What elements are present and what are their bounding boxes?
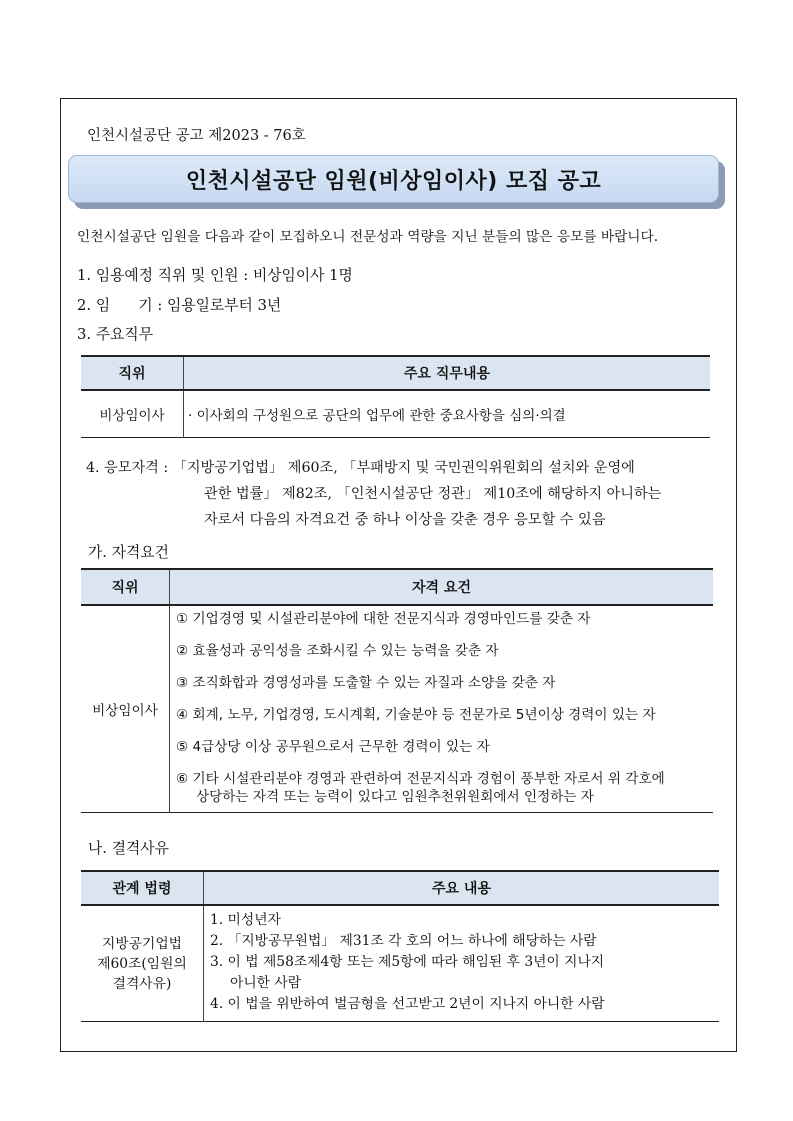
qual-item-2: ② 효율성과 공익성을 조화시킬 수 있는 능력을 갖춘 자 <box>176 643 499 659</box>
eligibility-line-1: 4. 응모자격 : 「지방공기업법」 제60조, 「부패방지 및 국민권익위원회의 설치와 운영에 <box>86 460 635 476</box>
disqualifications-table <box>81 870 719 1022</box>
duties-table <box>81 355 710 438</box>
disq-reason-3-line-2: 아니한 사람 <box>230 975 302 991</box>
notice-number: 인천시설공단 공고 제2023 - 76호 <box>87 128 306 144</box>
qual-position: 비상임이사 <box>81 605 170 813</box>
page-title: 인천시설공단 임원(비상임이사) 모집 공고 <box>185 168 602 194</box>
duties-col-position: 직위 <box>81 356 184 390</box>
section-3: 3. 주요직무 <box>77 326 153 343</box>
section-1: 1. 임용예정 직위 및 인원 : 비상임이사 1명 <box>77 267 353 284</box>
disq-reason-1: 1. 미성년자 <box>210 912 281 928</box>
section-2: 2. 임 기 : 임용일로부터 3년 <box>77 297 282 314</box>
disq-law <box>81 905 204 1022</box>
disq-reason-4: 4. 이 법을 위반하여 벌금형을 선고받고 2년이 지나지 아니한 사람 <box>210 996 605 1012</box>
qual-list <box>170 605 714 813</box>
qualifications-table <box>81 568 713 813</box>
duties-text: · 이사회의 구성원으로 공단의 업무에 관한 중요사항을 심의·의결 <box>188 408 566 424</box>
qual-item-6-line-1: ⑥ 기타 시설관리분야 경영과 관련하여 전문지식과 경험이 풍부한 자로서 위 각호에 <box>176 771 665 787</box>
qual-item-1: ① 기업경영 및 시설관리분야에 대한 전문지식과 경영마인드를 갖춘 자 <box>176 611 591 627</box>
qual-item-5: ⑤ 4급상당 이상 공무원으로서 근무한 경력이 있는 자 <box>176 739 490 755</box>
disq-law-line-1: 지방공기업법 <box>102 935 182 952</box>
qual-col-requirements: 자격 요건 <box>170 569 714 605</box>
disq-law-line-2: 제60조(임원의 <box>97 955 187 972</box>
qual-item-6-line-2: 상당하는 자격 또는 능력이 있다고 임원추천위원회에서 인정하는 자 <box>196 789 594 805</box>
disq-reason-2: 2. 「지방공무원법」 제31조 각 호의 어느 하나에 해당하는 사람 <box>210 933 597 949</box>
duties-position: 비상임이사 <box>81 390 184 438</box>
disq-reason-3-line-1: 3. 이 법 제58조제4항 또는 제5항에 따라 해임된 후 3년이 지나지 <box>210 954 605 970</box>
qual-item-3: ③ 조직화합과 경영성과를 도출할 수 있는 자질과 소양을 갖춘 자 <box>176 675 556 691</box>
eligibility-line-3: 자로서 다음의 자격요건 중 하나 이상을 갖춘 경우 응모할 수 있음 <box>204 512 606 528</box>
sub-heading-disqualifications: 나. 결격사유 <box>88 840 169 857</box>
disq-law-line-3: 결격사유) <box>112 975 172 992</box>
sub-heading-qualifications: 가. 자격요건 <box>88 544 169 561</box>
qual-col-position: 직위 <box>81 569 170 605</box>
disq-col-content: 주요 내용 <box>204 871 720 905</box>
intro-text: 인천시설공단 임원을 다음과 같이 모집하오니 전문성과 역량을 지닌 분들의 많은 응모를 바랍니다. <box>77 229 659 245</box>
eligibility-section <box>86 455 661 533</box>
eligibility-line-2: 관한 법률」 제82조, 「인천시설공단 정관」 제10조에 해당하지 아니하는 <box>204 486 662 502</box>
disq-reasons <box>204 905 720 1022</box>
qual-item-6 <box>176 770 713 806</box>
qual-item-4: ④ 회계, 노무, 기업경영, 도시계획, 기술분야 등 전문가로 5년이상 경력이 있는 자 <box>176 707 656 723</box>
duties-col-duties: 주요 직무내용 <box>184 356 711 390</box>
title-banner <box>68 155 719 203</box>
disq-col-law: 관계 법령 <box>81 871 204 905</box>
